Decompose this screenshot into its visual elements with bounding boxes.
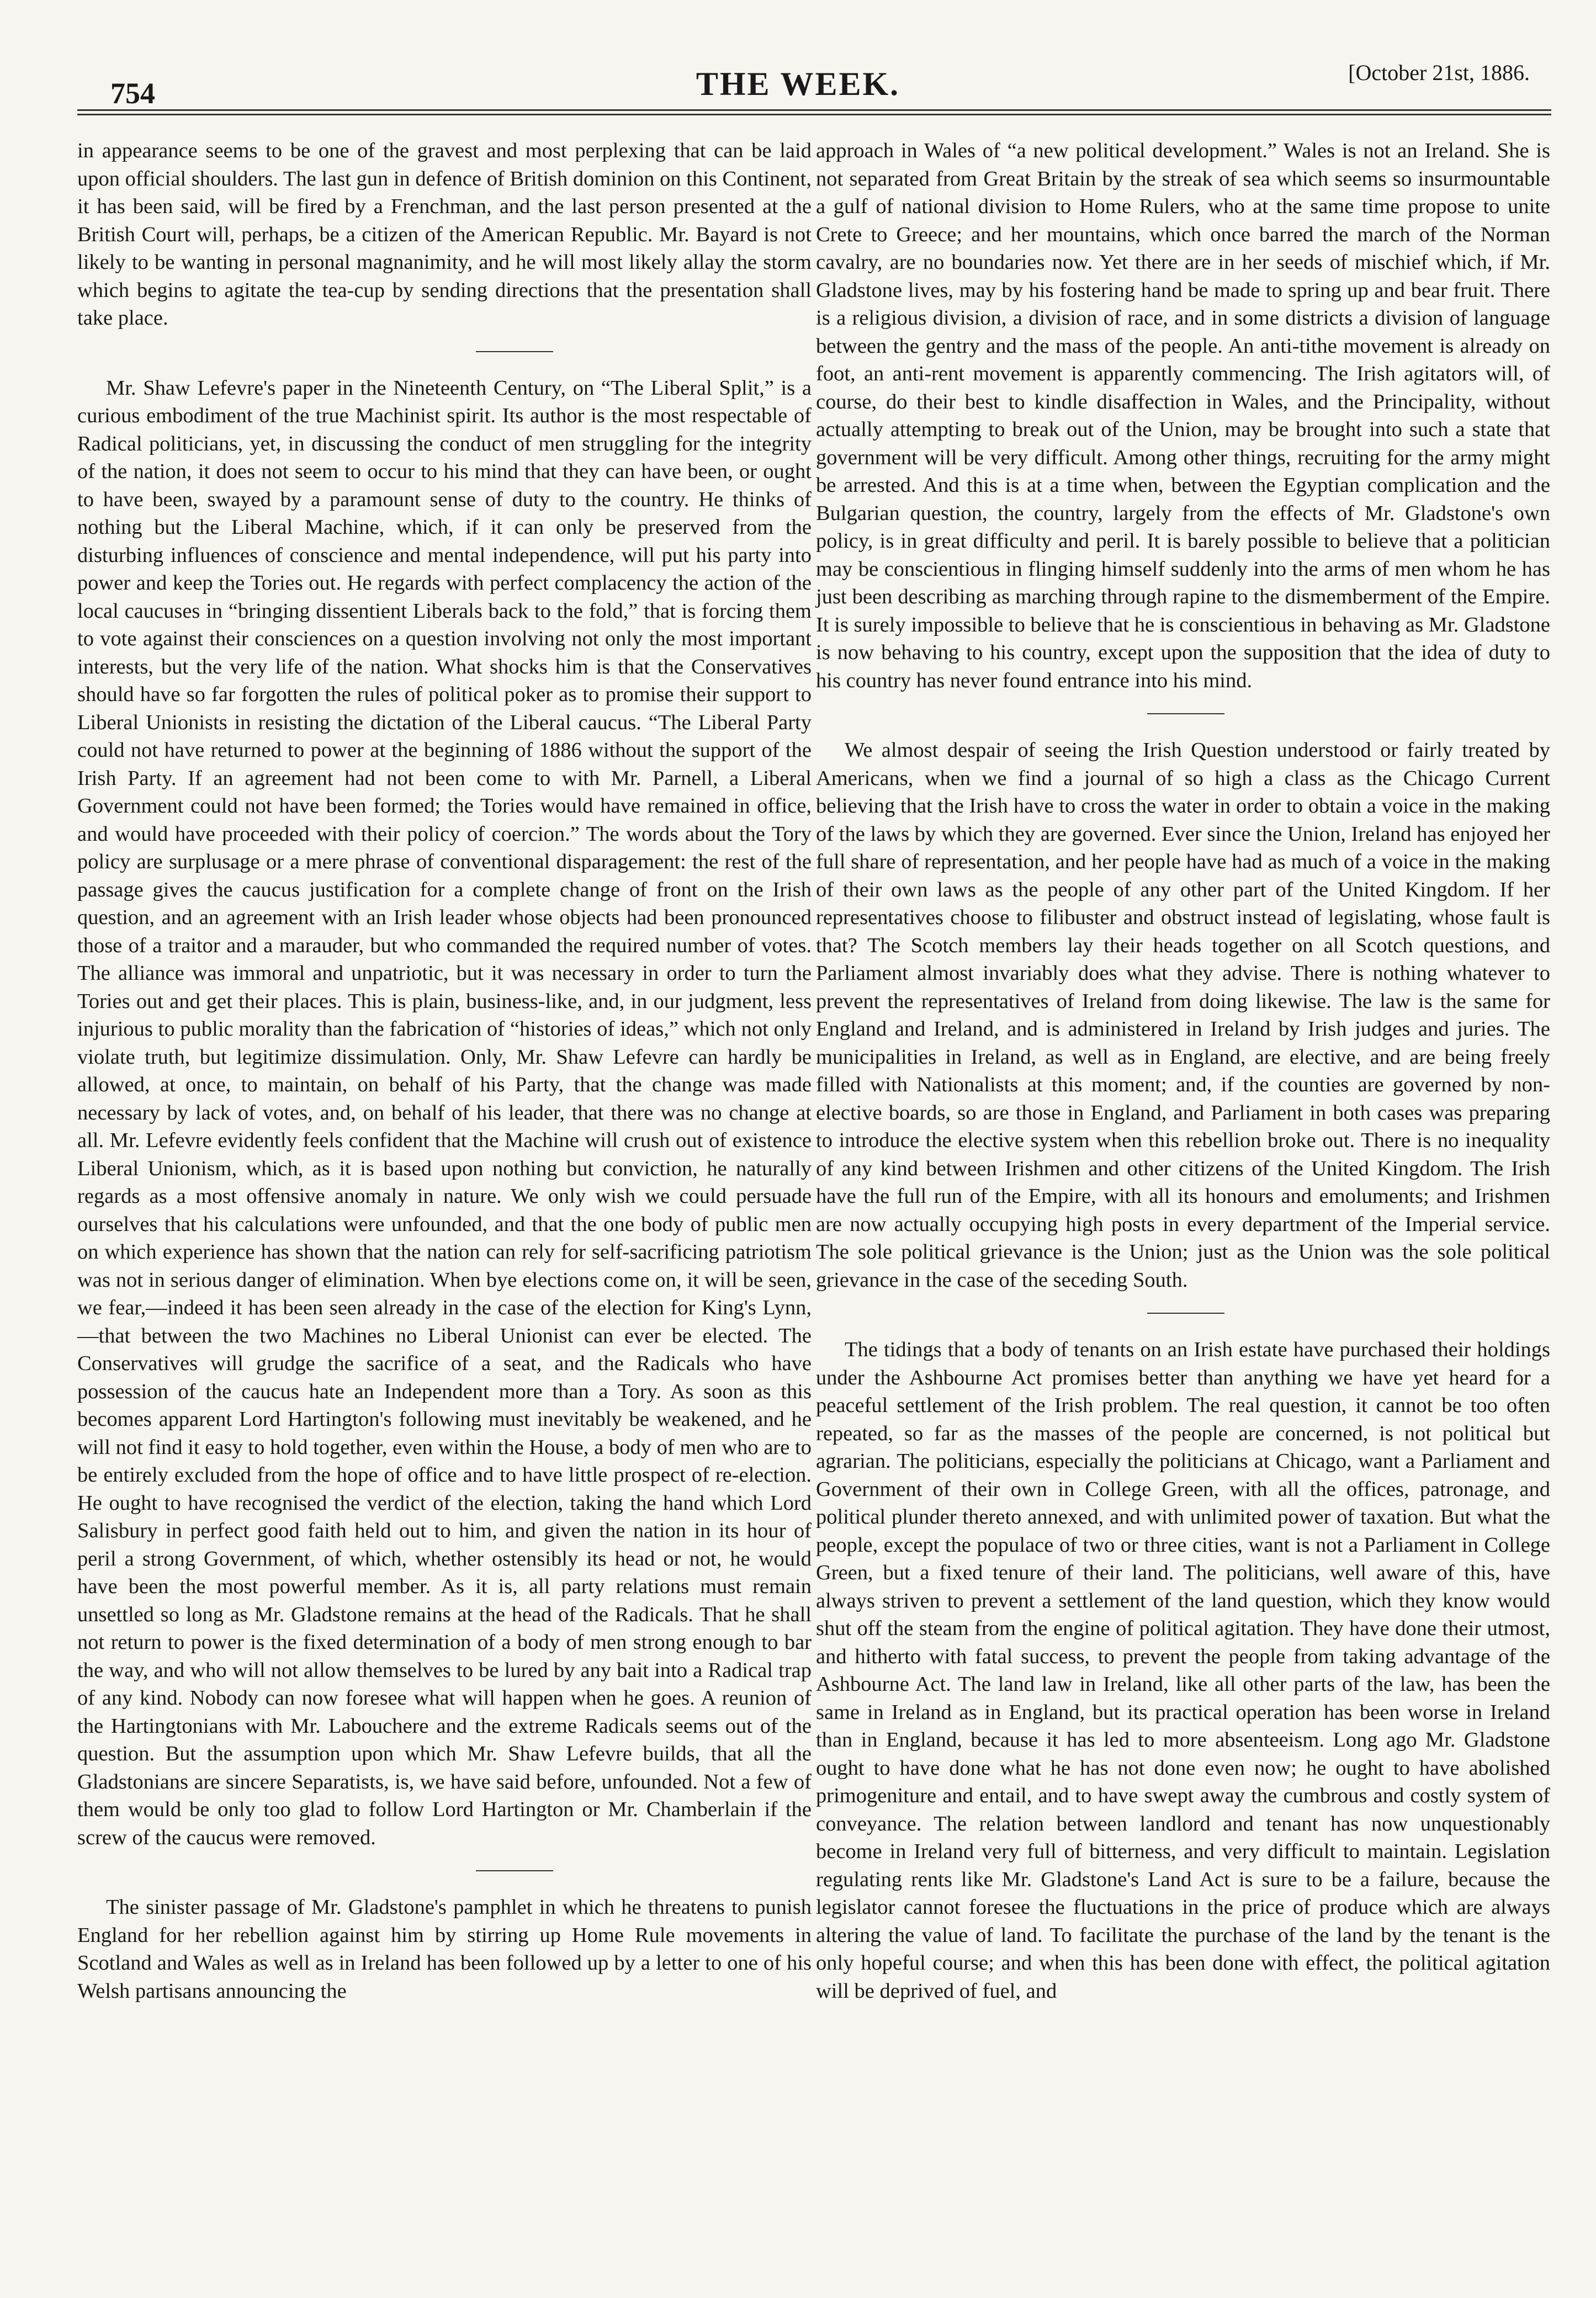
section-divider: [1147, 1313, 1224, 1314]
header-rule: [77, 109, 1551, 111]
issue-date: [October 21st, 1886.: [1348, 60, 1530, 85]
article-paragraph: approach in Wales of “a new political development.” Wales is not an Ireland. She is not separated from Great Britain by the streak of sea which seems so insurmountable a gulf of national division to Home Rulers, who at the same time propose to unite Crete to Greece; and her mountains, which once barred the march of the Norman cavalry, are no boundaries now. Yet there are in her seeds of mischief which, if Mr. Gladstone lives, may by his fostering hand be made to spring up and bear fruit. There is a religious division, a division of race, and in some districts a division of language between the gentry and the mass of the people. An anti-tithe movement is already on foot, an anti-rent movement is apparently commencing. The Irish agitators will, of course, do their best to kindle disaffection in Wales, and the Principality, without actually attempting to break out of the Union, may be brought into such a state that government will be very difficult. Among other things, recruiting for the army might be arrested. And this is at a time when, between the Egyptian complication and the Bulgarian question, the country, largely from the effects of Mr. Gladstone's own policy, is in great difficulty and peril. It is barely possible to believe that a politician may be conscientious in flinging himself suddenly into the arms of men whom he has just been describing as marching through rapine to the dismemberment of the Empire. It is surely impossible to believe that he is conscientious in behaving as Mr. Gladstone is now behaving to his country, except upon the supposition that the idea of duty to his country has never found entrance into his mind.: [816, 139, 1550, 692]
article-paragraph: The tidings that a body of tenants on an Irish estate have purchased their holdings under the Ashbourne Act promises better than anything we have yet heard for a peaceful settlement of the Irish problem. The real question, it cannot be too often repeated, so far as the masses of the people are concerned, is not political but agrarian. The politicians, especially the politicians at Chicago, want a Parliament and Government of their own in College Green, with all the offices, patronage, and political plunder thereto annexed, and with unlimited power of taxation. But what the people, except the populace of two or three cities, want is not a Parliament in College Green, but a fixed tenure of their land. The politicians, well aware of this, have always striven to prevent a settlement of the land question, which they know would shut off the steam from the engine of political agitation. They have done their utmost, and hitherto with fatal success, to prevent the people from taking advantage of the Ashbourne Act. The land law in Ireland, like all other parts of the law, has been the same in Ireland as in England, but its practical operation has been worse in Ireland than in England, because it has led to more absenteeism. Long ago Mr. Gladstone ought to have done what he has not done even now; he ought to have abolished primogeniture and entail, and to have swept away the cumbrous and costly system of conveyance. The relation between landlord and tenant has now unquestionably become in Ireland very full of bitterness, and very difficult to maintain. Legislation regulating rents like Mr. Gladstone's Land Act is sure to be a failure, because the legislator cannot foresee the fluctuations in the price of produce which are always altering the value of land. To facilitate the purchase of the land by the tenant is the only hopeful course; and when this has been done with effect, the political agitation will be deprived of fuel, and: [816, 1338, 1550, 2003]
article-paragraph: Mr. Shaw Lefevre's paper in the Nineteenth Century, on “The Liberal Split,” is a curious embodiment of the true Machinist spirit. Its author is the most respectable of Radical politicians, yet, in discussing the conduct of men struggling for the integrity of the nation, it does not seem to occur to his mind that they can have been, or ought to have been, swayed by a paramount sense of duty to the country. He thinks of nothing but the Liberal Machine, which, if it can only be preserved from the disturbing influences of conscience and mental independence, will put his party into power and keep the Tories out. He regards with perfect complacency the action of the local caucuses in “bringing dissentient Liberals back to the fold,” that is forcing them to vote against their consciences on a question involving not only the most important interests, but the very life of the nation. What shocks him is that the Conservatives should have so far forgotten the rules of political poker as to promise their support to Liberal Unionists in resisting the dictation of the Liberal caucus. “The Liberal Party could not have returned to power at the beginning of 1886 without the support of the Irish Party. If an agreement had not been come to with Mr. Parnell, a Liberal Government could not have been formed; the Tories would have remained in office, and would have proceeded with their policy of coercion.” The words about the Tory policy are surplusage or a mere phrase of conventional disparagement: the rest of the passage gives the caucus justification for a complete change of front on the Irish question, and an agreement with an Irish leader whose objects had been pronounced those of a traitor and a marauder, but who commanded the required number of votes. The alliance was immoral and unpatriotic, but it was necessary in order to turn the Tories out and get their places. This is plain, business-like, and, in our judgment, less injurious to public morality than the fabrication of “histories of ideas,” which not only violate truth, but legitimize dissimulation. Only, Mr. Shaw Lefevre can hardly be allowed, at once, to maintain, on behalf of his Party, that the change was made necessary by lack of votes, and, on behalf of his leader, that there was no change at all. Mr. Lefevre evidently feels confident that the Machine will crush out of existence Liberal Unionism, which, as it is based upon nothing but conviction, he naturally regards as a most offensive anomaly in nature. We only wish we could persuade ourselves that his calculations were unfounded, and that the one body of public men on which experience has shown that the nation can rely for self-sacrificing patriotism was not in serious danger of elimination. When bye elections come on, it will be seen, we fear,—indeed it has been seen already in the case of the election for King's Lynn,—that between the two Machines no Liberal Unionist can ever be elected. The Conservatives will grudge the sacrifice of a seat, and the Radicals who have possession of the caucus hate an Independent more than a Tory. As soon as this becomes apparent Lord Hartington's following must inevitably be weakened, and he will not find it easy to hold together, even within the House, a body of men who are to be entirely excluded from the hope of office and to have little prospect of re-election. He ought to have recognised the verdict of the election, taking the hand which Lord Salisbury in perfect good faith held out to him, and given the nation in its hour of peril a strong Government, of which, whether ostensibly its head or not, he would have been the most powerful member. As it is, all party relations must remain unsettled so long as Mr. Gladstone remains at the head of the Radicals. That he shall not return to power is the fixed determination of a body of men strong enough to bar the way, and who will not allow themselves to be lured by any bait into a Radical trap of any kind. Nobody can now foresee what will happen when he goes. A reunion of the Hartingtonians with Mr. Labouchere and the extreme Radicals seems out of the question. But the assumption upon which Mr. Shaw Lefevre builds, that all the Gladstonians are sincere Separatists, is, we have said before, unfounded. Not a few of them would be only too glad to follow Lord Hartington or Mr. Chamberlain if the screw of the caucus were removed.: [77, 376, 812, 1849]
page-header: [0, 0, 1596, 110]
section-divider: [476, 1870, 553, 1871]
left-column: [77, 137, 812, 2005]
page-number: 754: [110, 77, 155, 110]
section-divider: [476, 351, 553, 352]
publication-title: THE WEEK.: [696, 66, 900, 102]
section-divider: [1147, 713, 1224, 714]
article-paragraph: The sinister passage of Mr. Gladstone's pamphlet in which he threatens to punish England for her rebellion against him by stirring up Home Rule movements in Scotland and Wales as well as in Ireland has been followed up by a letter to one of his Welsh partisans announcing the: [77, 1896, 812, 2003]
header-rule-secondary: [77, 114, 1551, 115]
right-column: [816, 137, 1550, 2005]
article-paragraph: in appearance seems to be one of the gravest and most perplexing that can be laid upon official shoulders. The last gun in defence of British dominion on this Continent, it has been said, will be fired by a Frenchman, and the last person presented at the British Court will, perhaps, be a citizen of the American Republic. Mr. Bayard is not likely to be wanting in personal magnanimity, and he will most likely allay the storm which begins to agitate the tea-cup by sending directions that the presentation shall take place.: [77, 139, 812, 330]
article-paragraph: We almost despair of seeing the Irish Question understood or fairly treated by Americans, when we find a journal of so high a class as the Chicago Current believing that the Irish have to cross the water in order to obtain a voice in the making of the laws by which they are governed. Ever since the Union, Ireland has enjoyed her full share of representation, and her people have had as much of a voice in the making of their own laws as the people of any other part of the United Kingdom. If her representatives choose to filibuster and obstruct instead of legislating, whose fault is that? The Scotch members lay their heads together on all Scotch questions, and Parliament almost invariably does what they advise. There is nothing whatever to prevent the representatives of Ireland from doing likewise. The law is the same for England and Ireland, and is administered in Ireland by Irish judges and juries. The municipalities in Ireland, as well as in England, are elective, and are being freely filled with Nationalists at this moment; and, if the counties are governed by non-elective boards, so are those in England, and Parliament in both cases was preparing to introduce the elective system when this rebellion broke out. There is no inequality of any kind between Irishmen and other citizens of the United Kingdom. The Irish have the full run of the Empire, with all its honours and emoluments; and Irishmen are now actually occupying high posts in every department of the Imperial service. The sole political grievance is the Union; just as the Union was the sole political grievance in the case of the seceding South.: [816, 739, 1550, 1292]
